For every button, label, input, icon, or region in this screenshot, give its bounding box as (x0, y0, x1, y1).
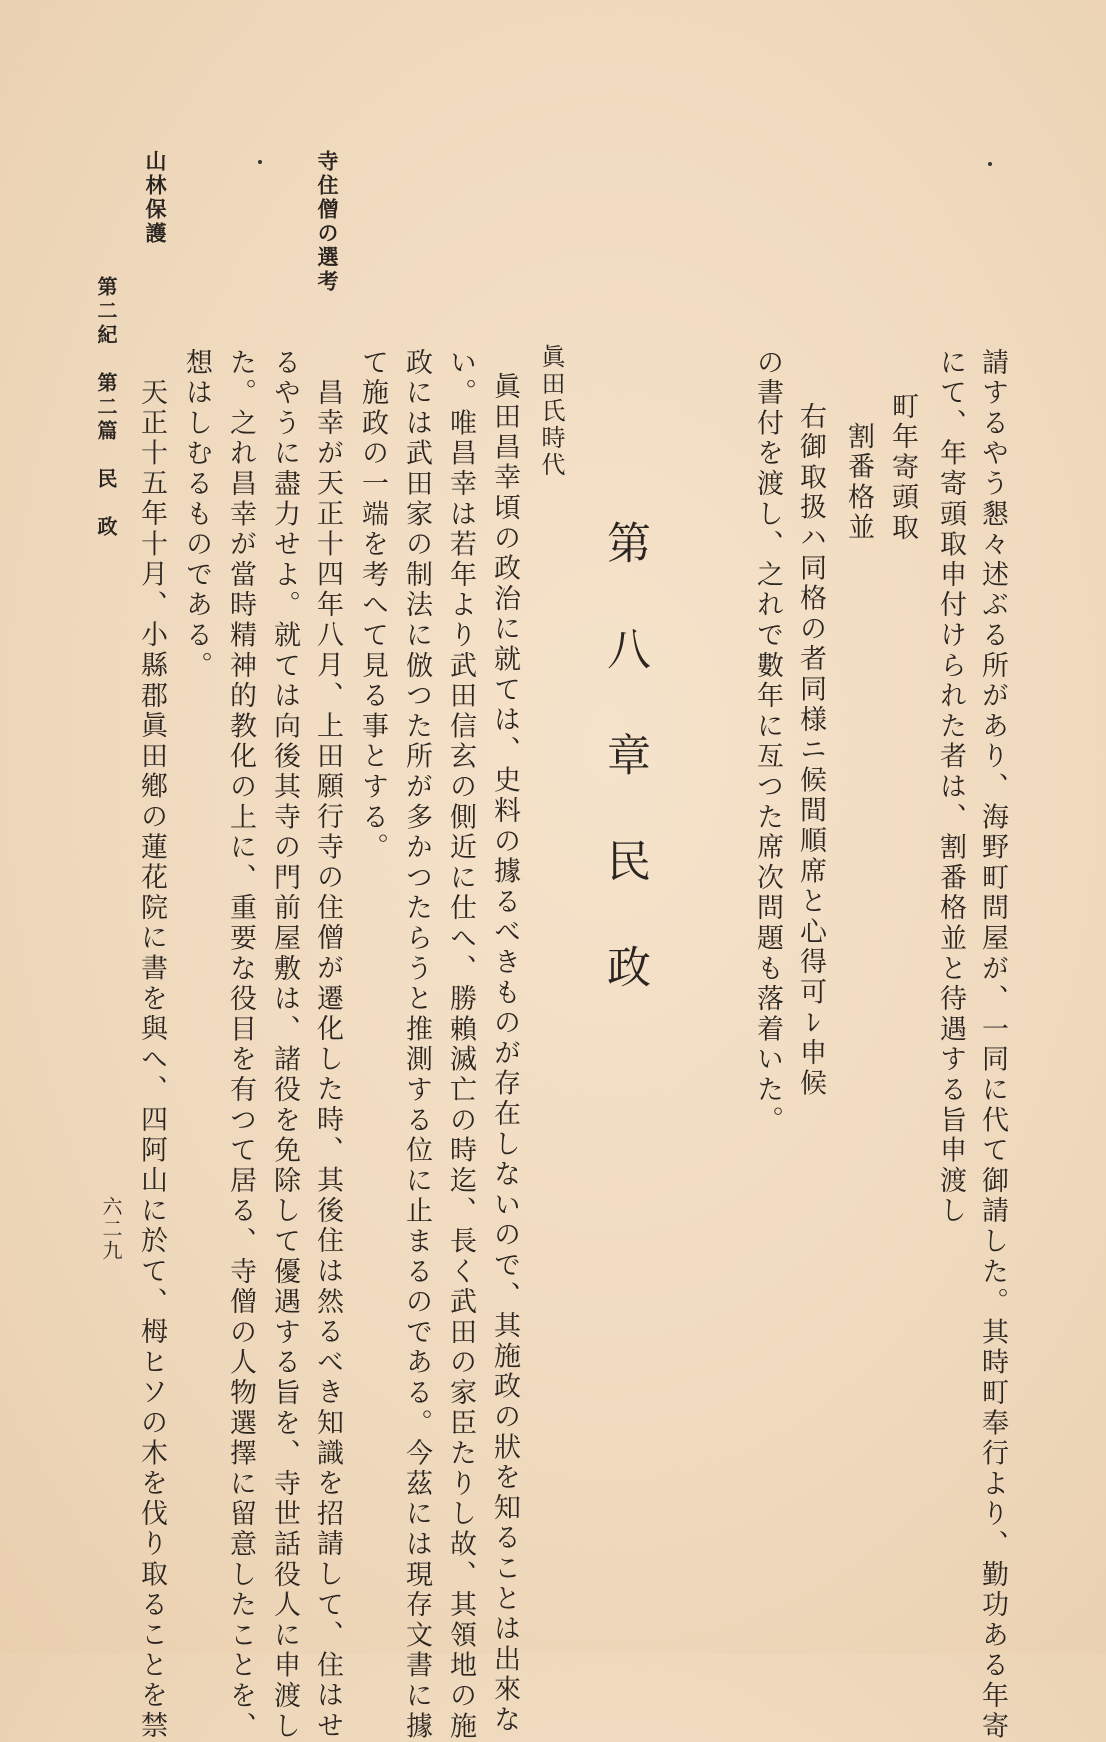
running-footer: 第二紀 第二篇 民 政 (94, 276, 118, 540)
margin-note-forest: 山林保護 (143, 150, 168, 246)
ink-dot (988, 162, 992, 166)
section-column-9: 天正十五年十月、小縣郡眞田鄕の蓮花院に書を與へ、四阿山に於て、栂ヒソの木を伐り取ることを禁 (136, 378, 167, 1742)
page-number: 六二九 (99, 1196, 123, 1262)
section-column-2: い。唯昌幸は若年より武田信玄の側近に仕へ、勝賴滅亡の時迄、長く武田の家臣たりし故、其領地の施 (445, 348, 476, 1742)
section-column-7: た。之れ昌幸が當時精神的教化の上に、重要な役目を有つて居る、寺僧の人物選擇に留意したことを、 (225, 348, 256, 1742)
text-column-2: にて、年寄頭取申付けられた者は、割番格並と待遇する旨申渡し (935, 348, 966, 1227)
section-column-6: るやうに盡力せよ。就ては向後其寺の門前屋敷は、諸役を免除して優遇する旨を、寺世話役人に申渡し (269, 348, 300, 1742)
text-column-5: 右御取扱ハ同格の者同様ニ候間順席と心得可ﾚ申候 (795, 402, 826, 1099)
section-title: 眞田氏時代 (537, 344, 565, 479)
text-column-6: の書付を渡し、之れで數年に亙つた席次問題も落着いた。 (752, 348, 783, 1136)
ink-dot (258, 160, 262, 164)
text-column-4: 割番格並 (843, 422, 874, 544)
chapter-title: 第八章民政 (599, 520, 650, 1050)
section-column-3: 政には武田家の制法に倣つた所が多かつたらうと推測する位に止まるのである。今茲には現存文書に據 (401, 348, 432, 1742)
section-column-1: 眞田昌幸頃の政治に就ては、史料の據るべきものが存在しないので、其施政の狀を知ることは出來な (489, 372, 520, 1736)
section-column-5: 昌幸が天正十四年八月、上田願行寺の住僧が遷化した時、其後住は然るべき知識を招請して、住はせ (312, 378, 343, 1742)
text-column-1: 請するやう懇々述ぶる所があり、海野町問屋が、一同に代て御請した。其時町奉行より、勤功ある年寄 (977, 348, 1008, 1742)
margin-note-temple: 寺住僧の選考 (315, 150, 340, 294)
section-column-4: て施政の一端を考へて見る事とする。 (357, 348, 388, 864)
section-column-8: 想はしむるものである。 (181, 348, 212, 682)
text-column-3: 町年寄頭取 (887, 392, 918, 544)
